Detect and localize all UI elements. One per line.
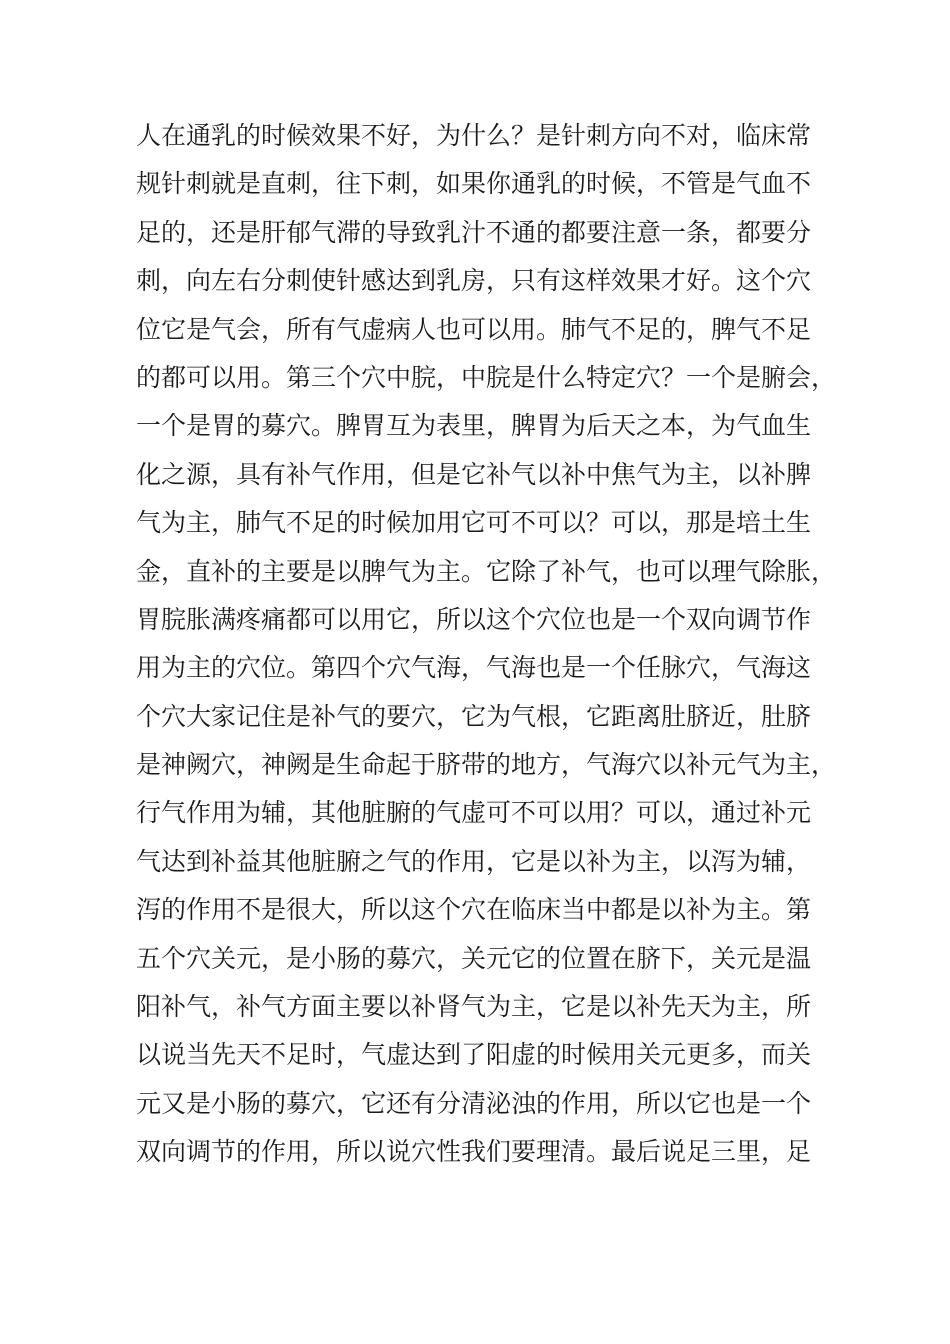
text-line-5: 位它是气会，所有气虚病人也可以用。肺气不足的，脾气不足: [136, 314, 812, 344]
text-line-2: 规针刺就是直刺，往下刺，如果你通乳的时候，不管是气血不: [136, 169, 812, 199]
text-line-9: 气为主，肺气不足的时候加用它可不可以？可以，那是培土生: [136, 508, 812, 538]
text-line-12: 用为主的穴位。第四个穴气海，气海也是一个任脉穴，气海这: [136, 653, 812, 683]
text-line-3: 足的，还是肝郁气滞的导致乳汁不通的都要注意一条，都要分: [136, 217, 812, 247]
text-line-16: 气达到补益其他脏腑之气的作用，它是以补为主，以泻为辅，: [136, 846, 812, 876]
text-line-4: 刺，向左右分刺使针感达到乳房，只有这样效果才好。这个穴: [136, 266, 812, 296]
body-paragraph: [136, 112, 836, 1177]
text-line-18: 五个穴关元，是小肠的募穴，关元它的位置在脐下，关元是温: [136, 943, 812, 973]
text-line-1: 人在通乳的时候效果不好，为什么？是针刺方向不对，临床常: [136, 121, 812, 150]
text-line-20: 以说当先天不足时，气虚达到了阳虚的时候用关元更多，而关: [136, 1040, 812, 1070]
text-line-10: 金，直补的主要是以脾气为主。它除了补气，也可以理气除胀，: [136, 556, 836, 586]
text-line-14: 是神阙穴，神阙是生命起于脐带的地方，气海穴以补元气为主，: [136, 750, 836, 780]
text-line-15: 行气作用为辅，其他脏腑的气虚可不可以用？可以，通过补元: [136, 798, 812, 828]
text-line-7: 一个是胃的募穴。脾胃互为表里，脾胃为后天之本，为气血生: [136, 411, 812, 441]
text-line-19: 阳补气，补气方面主要以补肾气为主，它是以补先天为主，所: [136, 992, 812, 1022]
text-line-6: 的都可以用。第三个穴中脘，中脘是什么特定穴？一个是腑会，: [136, 362, 836, 392]
text-line-17: 泻的作用不是很大，所以这个穴在临床当中都是以补为主。第: [136, 895, 812, 925]
text-line-21: 元又是小肠的募穴，它还有分清泌浊的作用，所以它也是一个: [136, 1088, 812, 1118]
text-line-8: 化之源，具有补气作用，但是它补气以补中焦气为主，以补脾: [136, 459, 812, 489]
text-line-13: 个穴大家记住是补气的要穴，它为气根，它距离肚脐近，肚脐: [136, 701, 812, 731]
text-line-11: 胃脘胀满疼痛都可以用它，所以这个穴位也是一个双向调节作: [136, 604, 812, 634]
text-line-22: 双向调节的作用，所以说穴性我们要理清。最后说足三里，足: [136, 1137, 812, 1167]
